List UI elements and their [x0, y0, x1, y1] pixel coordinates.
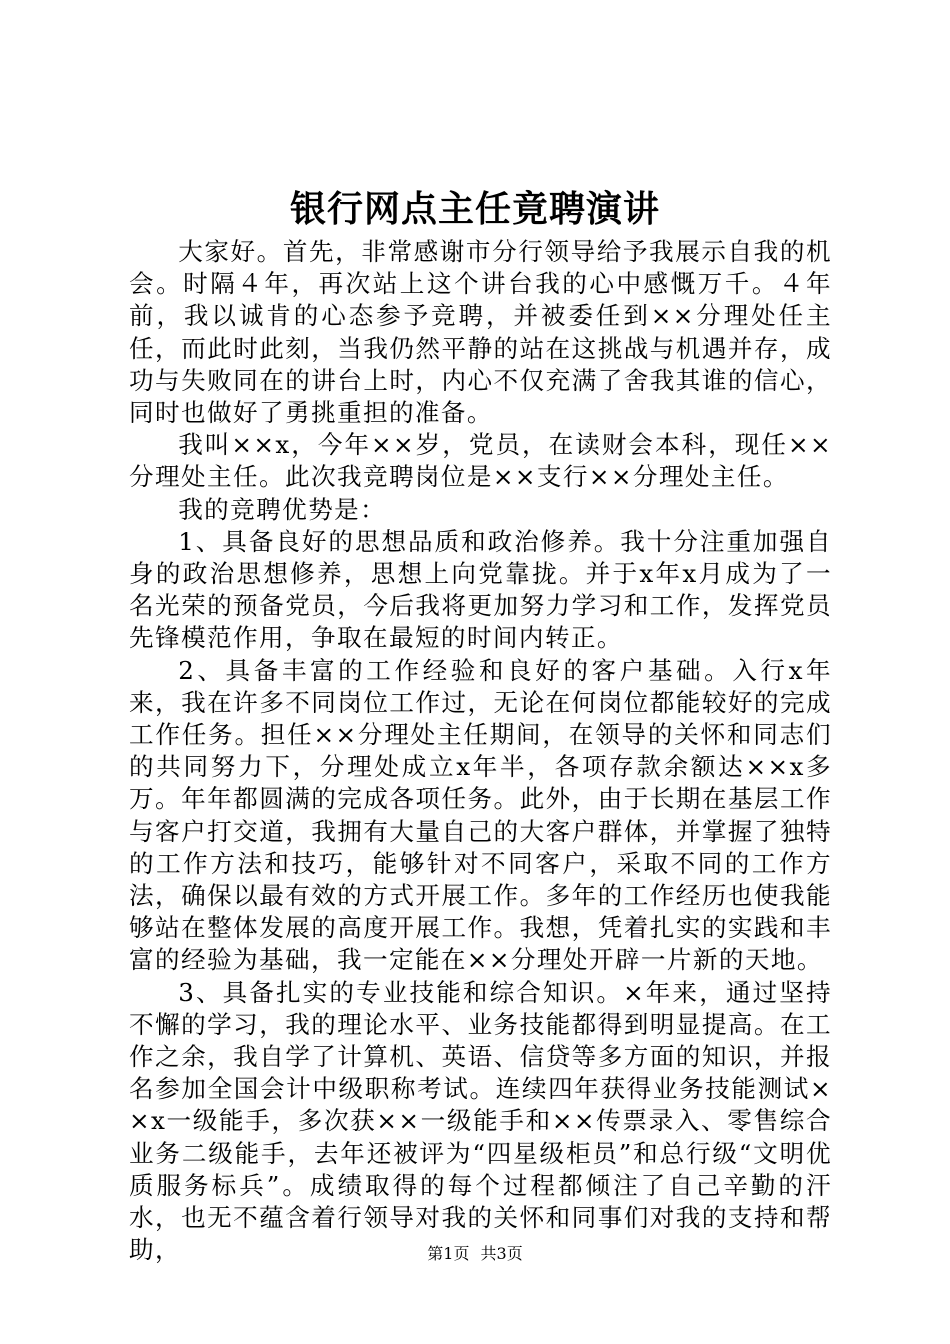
page-footer	[0, 1243, 950, 1265]
paragraph-greeting: 大家好。首先，非常感谢市分行领导给予我展示自我的机会。时隔４年，再次站上这个讲台我的心中感慨万千。４年前，我以诚肯的心态参予竞聘，并被委任到××分理处任主任，而此时此刻，当我仍然平静的站在这挑战与机遇并存，成功与失败同在的讲台上时，内心不仅充满了舍我其谁的信心，同时也做好了勇挑重担的准备。	[129, 237, 832, 428]
document-body	[129, 236, 832, 1267]
paragraph-advantage-1: 1、具备良好的思想品质和政治修养。我十分注重加强自身的政治思想修养，思想上向党靠拢。并于x年x月成为了一名光荣的预备党员，今后我将更加努力学习和工作，发挥党员先锋模范作用，争取在最短的时间内转正。	[129, 526, 832, 653]
page-number-total: 共3页	[480, 1244, 523, 1263]
paragraph-advantages-heading: 我的竞聘优势是：	[178, 494, 387, 524]
page-number-current: 第1页	[427, 1244, 470, 1263]
paragraph-advantage-3: 3、具备扎实的专业技能和综合知识。×年来，通过坚持不懈的学习，我的理论水平、业务技能都得到明显提高。在工作之余，我自学了计算机、英语、信贷等多方面的知识，并报名参加全国会计中级职称考试。连续四年获得业务技能测试××x一级能手，多次获××一级能手和××传票录入、零售综合业务二级能手，去年还被评为“四星级柜员”和总行级“文明优质服务标兵”。成绩取得的每个过程都倾注了自己辛勤的汗水，也无不蕴含着行领导对我的关怀和同事们对我的支持和帮助，	[129, 977, 832, 1265]
paragraph-advantage-2: 2、具备丰富的工作经验和良好的客户基础。入行x年来，我在许多不同岗位工作过，无论在何岗位都能较好的完成工作任务。担任××分理处主任期间，在领导的关怀和同志们的共同努力下，分理处成立x年半，各项存款余额达××x多万。年年都圆满的完成各项任务。此外，由于长期在基层工作与客户打交道，我拥有大量自己的大客户群体，并掌握了独特的工作方法和技巧，能够针对不同客户，采取不同的工作方法，确保以最有效的方式开展工作。多年的工作经历也使我能够站在整体发展的高度开展工作。我想，凭着扎实的实践和丰富的经验为基础，我一定能在××分理处开辟一片新的天地。	[129, 655, 832, 975]
paragraph-introduction: 我叫××x，今年××岁，党员，在读财会本科，现任××分理处主任。此次我竞聘岗位是××支行××分理处主任。	[129, 430, 832, 492]
document-title: 银行网点主任竟聘演讲	[289, 188, 660, 230]
